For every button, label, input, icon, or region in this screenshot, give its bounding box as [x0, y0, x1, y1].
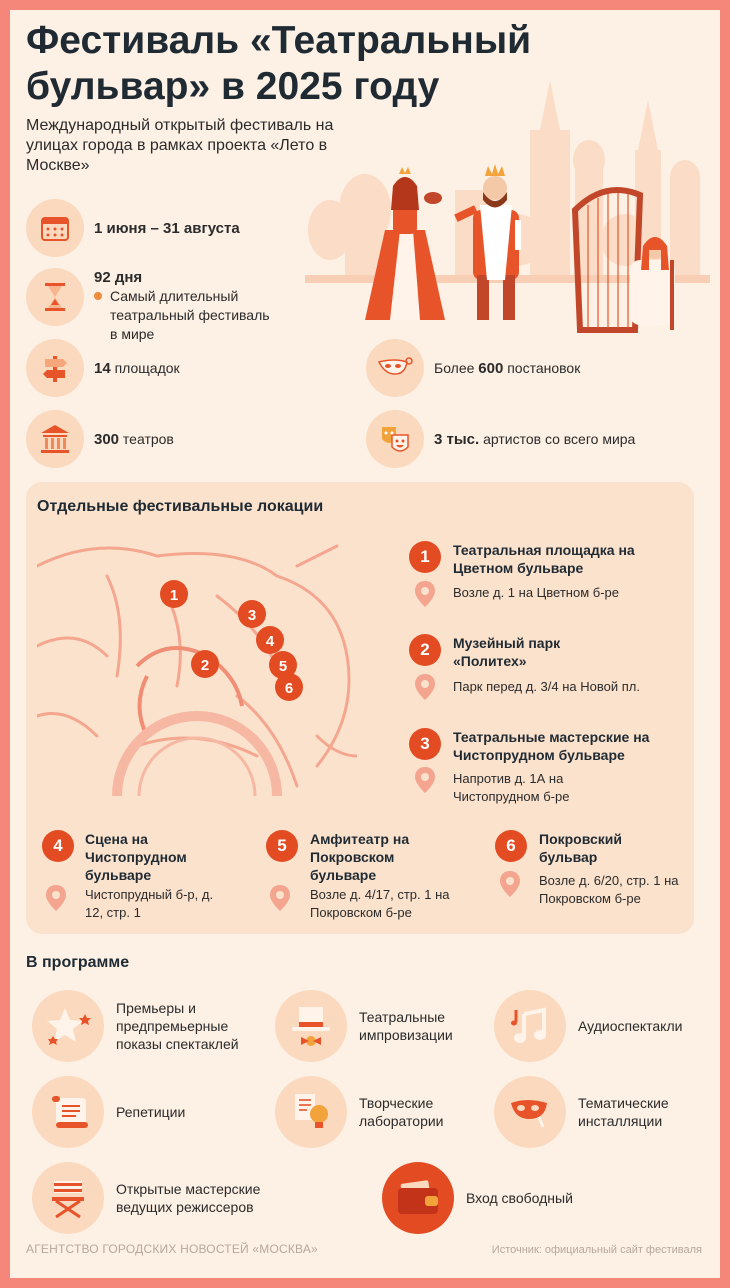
fact-duration: [26, 268, 280, 344]
program-label: Репетиции: [116, 1104, 186, 1120]
theater-building-icon: [26, 410, 84, 468]
location-pin-icon: [414, 673, 436, 701]
location-name-1: Театральная площадка на Цветном бульваре: [453, 542, 635, 576]
theater-scene-illustration: [305, 70, 710, 345]
program-item-masterclasses: [32, 1162, 286, 1234]
location-pin-icon: [45, 884, 67, 912]
map-marker-4: [256, 626, 284, 654]
svg-text:5: 5: [278, 658, 288, 675]
calendar-icon: [26, 199, 84, 257]
mask-ribbon-icon: [366, 339, 424, 397]
program-title: В программе: [26, 954, 130, 971]
bullet-dot: [94, 292, 102, 300]
location-name-4: Сцена на Чистопрудном бульваре: [85, 831, 187, 883]
theater-masks-icon: [366, 410, 424, 468]
location-address-1: Возле д. 1 на Цветном б-ре: [453, 585, 619, 600]
location-name-2: Музейный парк «Политех»: [453, 635, 561, 669]
dates-value: 1 июня – 31 августа: [94, 220, 240, 237]
program-label: Премьеры и предпремьерные показы спектаклей: [116, 1000, 239, 1052]
music-note-icon: [494, 990, 566, 1062]
stars-icon: [32, 990, 104, 1062]
top-hat-icon: [275, 990, 347, 1062]
program-label: Творческие лаборатории: [359, 1095, 444, 1129]
program-label: Тематические инсталляции: [578, 1095, 669, 1129]
wallet-icon: [382, 1162, 454, 1234]
shows-prefix: Более: [434, 360, 479, 376]
venues-label: площадок: [110, 360, 180, 376]
location-number-5: 5: [266, 830, 298, 862]
location-address-5: Возле д. 4/17, стр. 1 на Покровском б-ре: [310, 887, 450, 920]
location-pin-icon: [414, 580, 436, 608]
program-label: Театральные импровизации: [359, 1009, 453, 1043]
location-name-5: Амфитеатр на Покровском бульваре: [310, 831, 410, 883]
svg-text:6: 6: [284, 680, 294, 697]
svg-text:1: 1: [169, 587, 179, 604]
theaters-label: театров: [119, 431, 174, 447]
svg-text:4: 4: [265, 633, 275, 650]
script-scroll-icon: [32, 1076, 104, 1148]
location-address-6: Возле д. 6/20, стр. 1 на Покровском б-ре: [539, 873, 679, 906]
location-address-2: Парк перед д. 3/4 на Новой пл.: [453, 679, 640, 694]
shows-value: 600: [478, 360, 504, 377]
map-marker-6: [275, 673, 303, 701]
location-address-4: Чистопрудный б-р, д. 12, стр. 1: [85, 887, 214, 920]
artists-value: 3 тыс.: [434, 431, 480, 448]
shows-label: постановок: [503, 360, 581, 376]
fact-theaters: [26, 410, 174, 468]
program-label: Аудиоспектакли: [578, 1018, 683, 1034]
locations-map: [37, 536, 357, 796]
fact-dates: [26, 199, 240, 257]
location-pin-icon: [414, 766, 436, 794]
location-pin-icon: [269, 884, 291, 912]
hourglass-icon: [26, 268, 84, 326]
location-number-6: 6: [495, 830, 527, 862]
program-item-improv: [275, 990, 479, 1062]
location-number-4: 4: [42, 830, 74, 862]
program-label: Открытые мастерские ведущих режиссеров: [116, 1181, 261, 1215]
venues-value: 14: [94, 360, 111, 377]
carnival-mask-icon: [494, 1076, 566, 1148]
location-number-1: 1: [409, 541, 441, 573]
page-title: Фестиваль «Театральный бульвар» в 2025 году: [26, 19, 532, 108]
lightbulb-icon: [275, 1076, 347, 1148]
program-item-premieres: [32, 990, 256, 1062]
location-name-6: Покровский бульвар: [539, 831, 622, 865]
theaters-value: 300: [94, 431, 120, 448]
location-number-2: 2: [409, 634, 441, 666]
location-number-3: 3: [409, 728, 441, 760]
source-credit: Источник: официальный сайт фестиваля: [491, 1244, 702, 1256]
program-item-free-entry: [382, 1162, 573, 1234]
page-subtitle: Международный открытый фестиваль на улицах города в рамках проекта «Лето в Москве»: [26, 117, 334, 174]
days-value: 92 дня: [94, 269, 143, 286]
fact-artists: [366, 410, 635, 468]
signpost-icon: [26, 339, 84, 397]
program-label: Вход свободный: [466, 1190, 573, 1206]
days-note: Самый длительный театральный фестиваль в мире: [110, 288, 270, 342]
program-item-audio: [494, 990, 708, 1062]
map-marker-1: [160, 580, 188, 608]
map-marker-2: [191, 650, 219, 678]
location-pin-icon: [499, 870, 521, 898]
location-name-3: Театральные мастерские на Чистопрудном бульваре: [453, 729, 650, 763]
svg-text:2: 2: [200, 657, 210, 674]
locations-title: Отдельные фестивальные локации: [37, 498, 324, 515]
program-item-labs: [275, 1076, 479, 1148]
map-marker-3: [238, 600, 266, 628]
program-item-installations: [494, 1076, 708, 1148]
agency-credit: АГЕНТСТВО ГОРОДСКИХ НОВОСТЕЙ «МОСКВА»: [26, 1242, 318, 1256]
svg-text:3: 3: [247, 607, 257, 624]
artists-label: артистов со всего мира: [479, 431, 636, 447]
fact-shows: [366, 339, 580, 397]
director-chair-icon: [32, 1162, 104, 1234]
fact-venues: [26, 339, 180, 397]
location-address-3: Напротив д. 1А на Чистопрудном б-ре: [453, 771, 570, 804]
program-item-rehearsals: [32, 1076, 256, 1148]
